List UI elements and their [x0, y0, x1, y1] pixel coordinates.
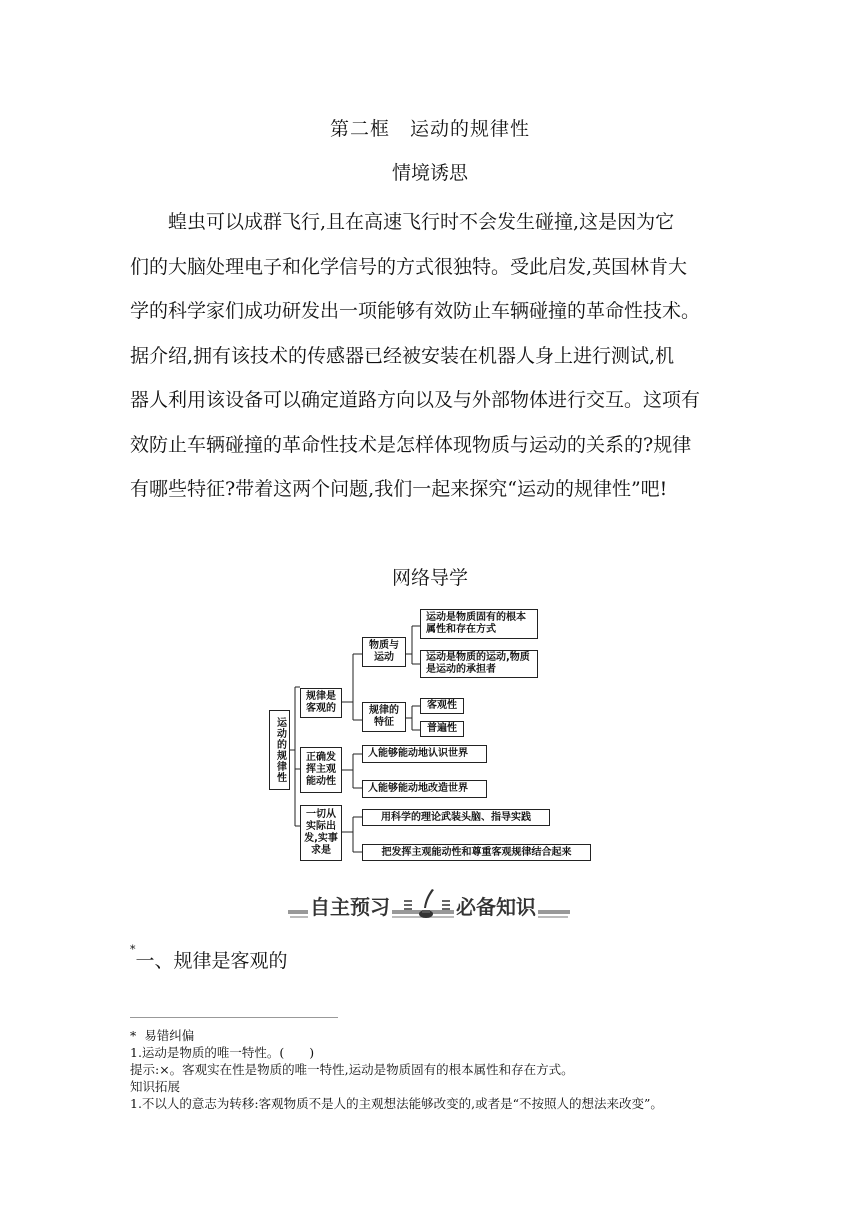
section-title: 一、规律是客观的	[135, 950, 288, 972]
section-heading	[130, 943, 288, 973]
root-node: 运动的规律性	[269, 710, 290, 790]
footnote-marker: *	[130, 943, 136, 956]
footnote-heading: 易错纠偏	[144, 1028, 195, 1043]
node-matter-motion: 物质与运动	[362, 637, 406, 667]
leaf-universality: 普遍性	[420, 721, 464, 737]
intro-line: 器人利用该设备可以确定道路方向以及与外部物体进行交互。这项有	[130, 389, 701, 411]
intro-line: 蝗虫可以成群飞行,且在高速飞行时不会发生碰撞,这是因为它	[130, 211, 675, 233]
leaf-know-world: 人能够能动地认识世界	[362, 745, 487, 763]
intro-line: 学的科学家们成功研发出一项能够有效防止车辆碰撞的革命性技术。	[130, 300, 701, 322]
branch-practical: 一切从实际出发,实事求是	[300, 805, 342, 861]
node-law-features: 规律的特征	[362, 702, 406, 732]
section-subtitle: 情境诱思	[391, 162, 468, 184]
intro-line: 据介绍,拥有该技术的传感器已经被安装在机器人身上进行测试,机	[130, 344, 675, 367]
leaf-combine: 把发挥主观能动性和尊重客观规律结合起来	[362, 844, 591, 861]
banner-left-text: 自主预习	[308, 891, 392, 920]
footnote-hint: 提示:×。客观实在性是物质的唯一特性,运动是物质固有的根本属性和存在方式。	[130, 1062, 574, 1077]
leaf-change-world: 人能够能动地改造世界	[362, 780, 487, 798]
footnote-divider	[130, 1017, 338, 1018]
intro-line: 有哪些特征?带着这两个问题,我们一起来探究“运动的规律性”吧!	[130, 478, 668, 500]
banner-right-text: 必备知识	[454, 891, 538, 920]
footnote-extend-item: 1.不以人的意志为转移:客观物质不是人的主观想法能够改变的,或者是“不按照人的想法来改变”。	[130, 1096, 663, 1111]
footnote-heading-row	[130, 1027, 750, 1044]
footnote-question: 1.运动是物质的唯一特性。( )	[130, 1045, 315, 1060]
leaf-objectivity: 客观性	[420, 698, 464, 714]
footnote-extend-heading: 知识拓展	[130, 1079, 181, 1094]
branch-objective: 规律是客观的	[300, 688, 342, 718]
network-title: 网络导学	[391, 567, 468, 589]
preview-banner	[288, 888, 570, 924]
footnote-area	[130, 1027, 750, 1112]
intro-paragraph	[130, 200, 742, 512]
quill-ink-icon	[416, 888, 438, 920]
leaf-motion-matter: 运动是物质的运动,物质是运动的承担者	[420, 650, 538, 678]
branch-initiative: 正确发挥主观能动性	[300, 747, 342, 793]
footnote-marker: *	[130, 1028, 137, 1043]
intro-line: 们的大脑处理电子和化学信号的方式很独特。受此启发,英国林肯大	[130, 255, 688, 278]
leaf-motion-attribute: 运动是物质固有的根本属性和存在方式	[420, 609, 538, 639]
intro-line: 效防止车辆碰撞的革命性技术是怎样体现物质与运动的关系的?规律	[130, 433, 692, 456]
page-title: 第二框 运动的规律性	[329, 118, 530, 140]
leaf-theory-practice: 用科学的理论武装头脑、指导实践	[362, 809, 550, 826]
